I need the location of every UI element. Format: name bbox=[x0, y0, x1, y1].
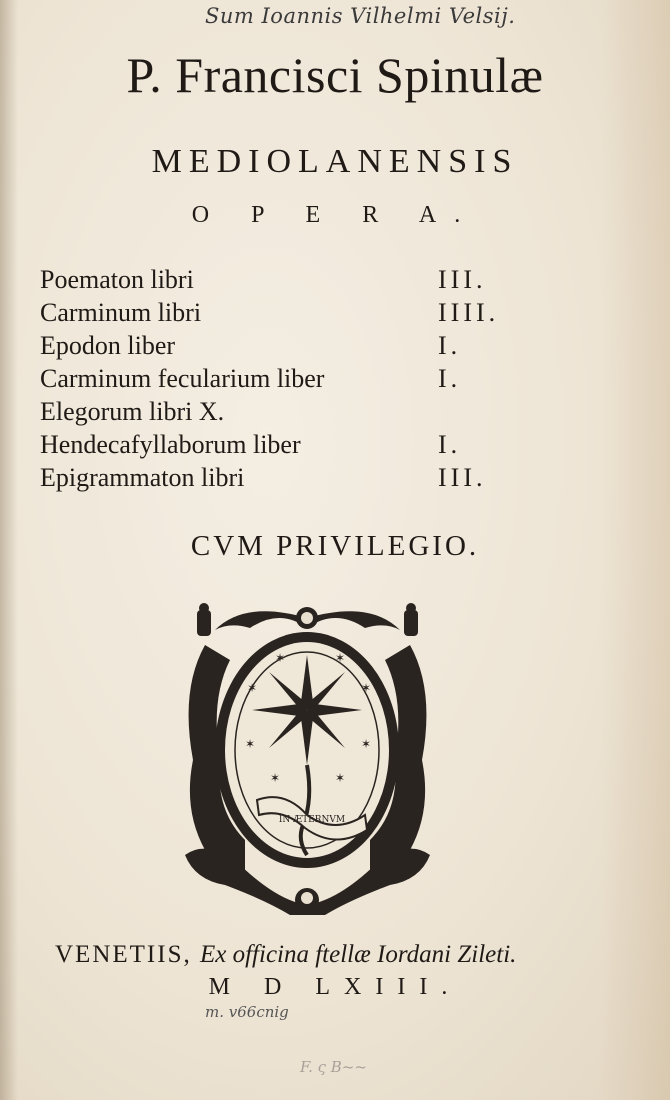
list-item bbox=[40, 263, 580, 296]
book-count: III. bbox=[438, 265, 487, 294]
page-title: P. Francisci Spinulæ bbox=[126, 47, 544, 103]
handwritten-note: m. v66cnig bbox=[205, 1003, 289, 1021]
contents-list bbox=[40, 263, 580, 494]
page-subtitle: MEDIOLANENSIS bbox=[151, 143, 519, 180]
publication-year: M D LXIII. bbox=[208, 974, 462, 1000]
faded-signature: F. ς B~~ bbox=[300, 1058, 367, 1076]
svg-text:✶: ✶ bbox=[245, 737, 256, 751]
imprint-officina: Ex officina ftellæ Iordani Zileti. bbox=[199, 941, 517, 968]
printers-mark-star-emblem-icon bbox=[175, 600, 440, 925]
book-count: IIII. bbox=[438, 298, 500, 327]
work-title: Poematon libri bbox=[40, 265, 194, 294]
book-count: I. bbox=[438, 331, 462, 360]
opera-heading: O P E R A. bbox=[191, 202, 479, 228]
svg-text:✶: ✶ bbox=[335, 771, 346, 785]
imprint-line bbox=[55, 942, 615, 967]
list-item bbox=[40, 461, 580, 494]
book-count: III. bbox=[438, 463, 487, 492]
svg-text:✶: ✶ bbox=[361, 737, 372, 751]
book-count: I. bbox=[438, 430, 462, 459]
list-item bbox=[40, 362, 580, 395]
work-title: Carminum fecularium liber bbox=[40, 364, 325, 393]
svg-text:✶: ✶ bbox=[361, 681, 372, 695]
list-item bbox=[40, 428, 580, 461]
work-title: Elegorum libri X. bbox=[40, 397, 225, 426]
svg-text:✶: ✶ bbox=[247, 681, 258, 695]
work-title: Epodon liber bbox=[40, 331, 176, 360]
list-item bbox=[40, 395, 580, 428]
svg-text:✶: ✶ bbox=[270, 771, 281, 785]
svg-text:✶: ✶ bbox=[335, 651, 346, 665]
svg-text:✶: ✶ bbox=[275, 651, 286, 665]
emblem-motto: IN ÆTERNVM bbox=[278, 815, 346, 825]
work-title: Epigrammaton libri bbox=[40, 463, 245, 492]
work-title: Hendecafyllaborum liber bbox=[40, 430, 301, 459]
book-count: I. bbox=[438, 364, 462, 393]
ownership-inscription: Sum Ioannis Vilhelmi Velsij. bbox=[205, 4, 516, 28]
imprint-place: VENETIIS, bbox=[55, 941, 192, 968]
work-title: Carminum libri bbox=[40, 298, 202, 327]
list-item bbox=[40, 296, 580, 329]
list-item bbox=[40, 329, 580, 362]
privilege-line: CVM PRIVILEGIO. bbox=[190, 530, 480, 562]
